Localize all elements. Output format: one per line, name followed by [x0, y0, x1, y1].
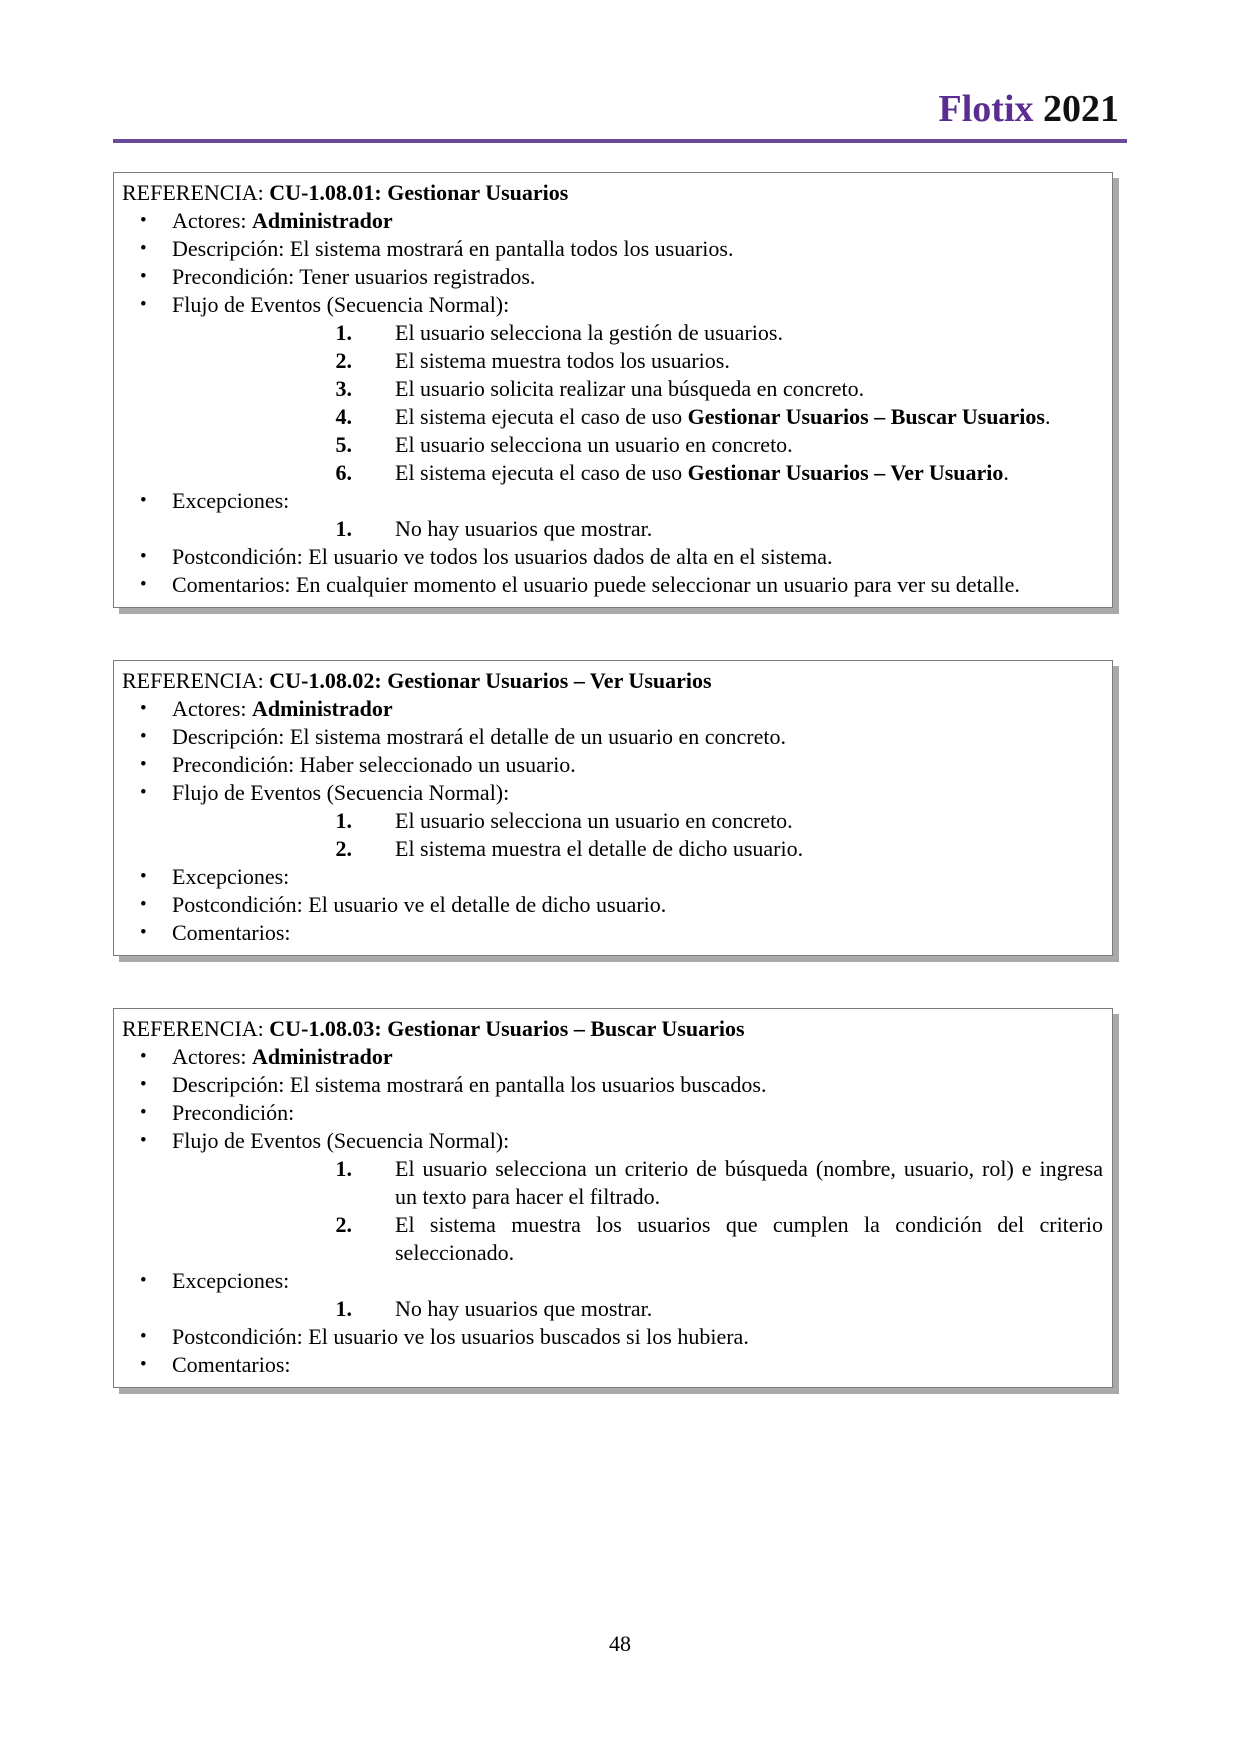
step-number: 1.: [335, 1156, 352, 1181]
list-item: • Descripción: El sistema mostrará en pantalla todos los usuarios.: [140, 236, 734, 261]
bullet-icon: •: [140, 1074, 147, 1095]
step-number: 6.: [335, 460, 352, 485]
bullet-icon: •: [140, 238, 147, 259]
numbered-step: 3. El usuario solicita realizar una búsqueda en concreto.: [395, 375, 1103, 403]
list-item: • Excepciones:: [140, 1268, 290, 1293]
list-item: • Actores: Administrador: [140, 208, 393, 233]
use-case-box-cu-1-08-01: [113, 172, 1113, 608]
list-item: • Precondición:: [140, 1100, 295, 1125]
list-item: • Postcondición: El usuario ve todos los usuarios dados de alta en el sistema.: [140, 544, 833, 569]
reference-title: CU-1.08.01: Gestionar Usuarios: [269, 180, 569, 205]
numbered-step: 1. El usuario selecciona un usuario en concreto.: [395, 807, 1103, 835]
bullet-icon: •: [140, 1354, 147, 1375]
brand-name: Flotix: [938, 88, 1034, 130]
use-case-box-cu-1-08-02: [113, 660, 1113, 956]
bullet-icon: •: [140, 210, 147, 231]
bullet-icon: •: [140, 866, 147, 887]
list-item: • Precondición: Tener usuarios registrados.: [140, 264, 536, 289]
numbered-step: 2. El sistema muestra el detalle de dicho usuario.: [395, 835, 1103, 863]
step-number: 2.: [335, 836, 352, 861]
list-item: • Flujo de Eventos (Secuencia Normal):: [140, 292, 510, 317]
bullet-icon: •: [140, 754, 147, 775]
bold-reference: Administrador: [252, 1044, 393, 1069]
list-item: • Comentarios:: [140, 920, 291, 945]
numbered-step: 4. El sistema ejecuta el caso de uso Gestionar Usuarios – Buscar Usuarios.: [395, 403, 1103, 431]
list-item: • Comentarios: En cualquier momento el usuario puede seleccionar un usuario para ver su detalle.: [140, 572, 1020, 597]
reference-label: REFERENCIA:: [122, 180, 270, 205]
bold-reference: Gestionar Usuarios – Ver Usuario: [687, 460, 1004, 485]
bullet-icon: •: [140, 490, 147, 511]
reference-label: REFERENCIA:: [122, 1016, 270, 1041]
use-case-reference: [122, 179, 1103, 207]
list-item: • Flujo de Eventos (Secuencia Normal):: [140, 1128, 510, 1153]
bullet-icon: •: [140, 726, 147, 747]
step-number: 1.: [335, 516, 352, 541]
step-number: 1.: [335, 808, 352, 833]
use-case-list: [113, 172, 1113, 1388]
step-number: 1.: [335, 1296, 352, 1321]
bold-reference: Administrador: [252, 696, 393, 721]
use-case-reference: [122, 667, 1103, 695]
step-number: 5.: [335, 432, 352, 457]
bullet-icon: •: [140, 294, 147, 315]
bullet-icon: •: [140, 1326, 147, 1347]
bullet-icon: •: [140, 1130, 147, 1151]
bullet-icon: •: [140, 1270, 147, 1291]
list-item: • Flujo de Eventos (Secuencia Normal):: [140, 780, 510, 805]
list-item: • Precondición: Haber seleccionado un usuario.: [140, 752, 576, 777]
bullet-icon: •: [140, 266, 147, 287]
page-title: [113, 0, 1127, 128]
step-number: 4.: [335, 404, 352, 429]
reference-title: CU-1.08.02: Gestionar Usuarios – Ver Usuarios: [269, 668, 712, 693]
reference-label: REFERENCIA:: [122, 668, 270, 693]
bullet-icon: •: [140, 1046, 147, 1067]
reference-title: CU-1.08.03: Gestionar Usuarios – Buscar Usuarios: [269, 1016, 745, 1041]
bold-reference: Administrador: [252, 208, 393, 233]
numbered-step: 1. El usuario selecciona la gestión de usuarios.: [395, 319, 1103, 347]
brand-year: 2021: [1043, 88, 1119, 130]
numbered-step: 6. El sistema ejecuta el caso de uso Gestionar Usuarios – Ver Usuario.: [395, 459, 1103, 487]
bullet-icon: •: [140, 698, 147, 719]
list-item: • Comentarios:: [140, 1352, 291, 1377]
list-item: • Postcondición: El usuario ve el detalle de dicho usuario.: [140, 892, 667, 917]
step-number: 1.: [335, 320, 352, 345]
bullet-icon: •: [140, 574, 147, 595]
bullet-icon: •: [140, 922, 147, 943]
numbered-step: 2. El sistema muestra todos los usuarios.: [395, 347, 1103, 375]
list-item: • Excepciones:: [140, 864, 290, 889]
list-item: • Actores: Administrador: [140, 1044, 393, 1069]
step-number: 2.: [335, 348, 352, 373]
bullet-icon: •: [140, 546, 147, 567]
bullet-icon: •: [140, 894, 147, 915]
use-case-reference: [122, 1015, 1103, 1043]
numbered-step: 5. El usuario selecciona un usuario en concreto.: [395, 431, 1103, 459]
list-item: • Descripción: El sistema mostrará el detalle de un usuario en concreto.: [140, 724, 786, 749]
step-number: 2.: [335, 1212, 352, 1237]
page-number: 48: [609, 1631, 631, 1656]
list-item: • Actores: Administrador: [140, 696, 393, 721]
numbered-step: 1. El usuario selecciona un criterio de búsqueda (nombre, usuario, rol) e ingresa un texto para hacer el filtrado.: [395, 1155, 1103, 1211]
list-item: • Postcondición: El usuario ve los usuarios buscados si los hubiera.: [140, 1324, 749, 1349]
bold-reference: Gestionar Usuarios – Buscar Usuarios: [687, 404, 1045, 429]
list-item: • Excepciones:: [140, 488, 290, 513]
numbered-step: 1. No hay usuarios que mostrar.: [395, 1295, 1103, 1323]
header-rule: [113, 139, 1127, 143]
bullet-icon: •: [140, 782, 147, 803]
step-number: 3.: [335, 376, 352, 401]
numbered-step: 1. No hay usuarios que mostrar.: [395, 515, 1103, 543]
list-item: • Descripción: El sistema mostrará en pantalla los usuarios buscados.: [140, 1072, 767, 1097]
bullet-icon: •: [140, 1102, 147, 1123]
page-header: [113, 0, 1127, 143]
page-footer: [0, 1630, 1240, 1658]
use-case-box-cu-1-08-03: [113, 1008, 1113, 1388]
numbered-step: 2. El sistema muestra los usuarios que cumplen la condición del criterio seleccionado.: [395, 1211, 1103, 1267]
